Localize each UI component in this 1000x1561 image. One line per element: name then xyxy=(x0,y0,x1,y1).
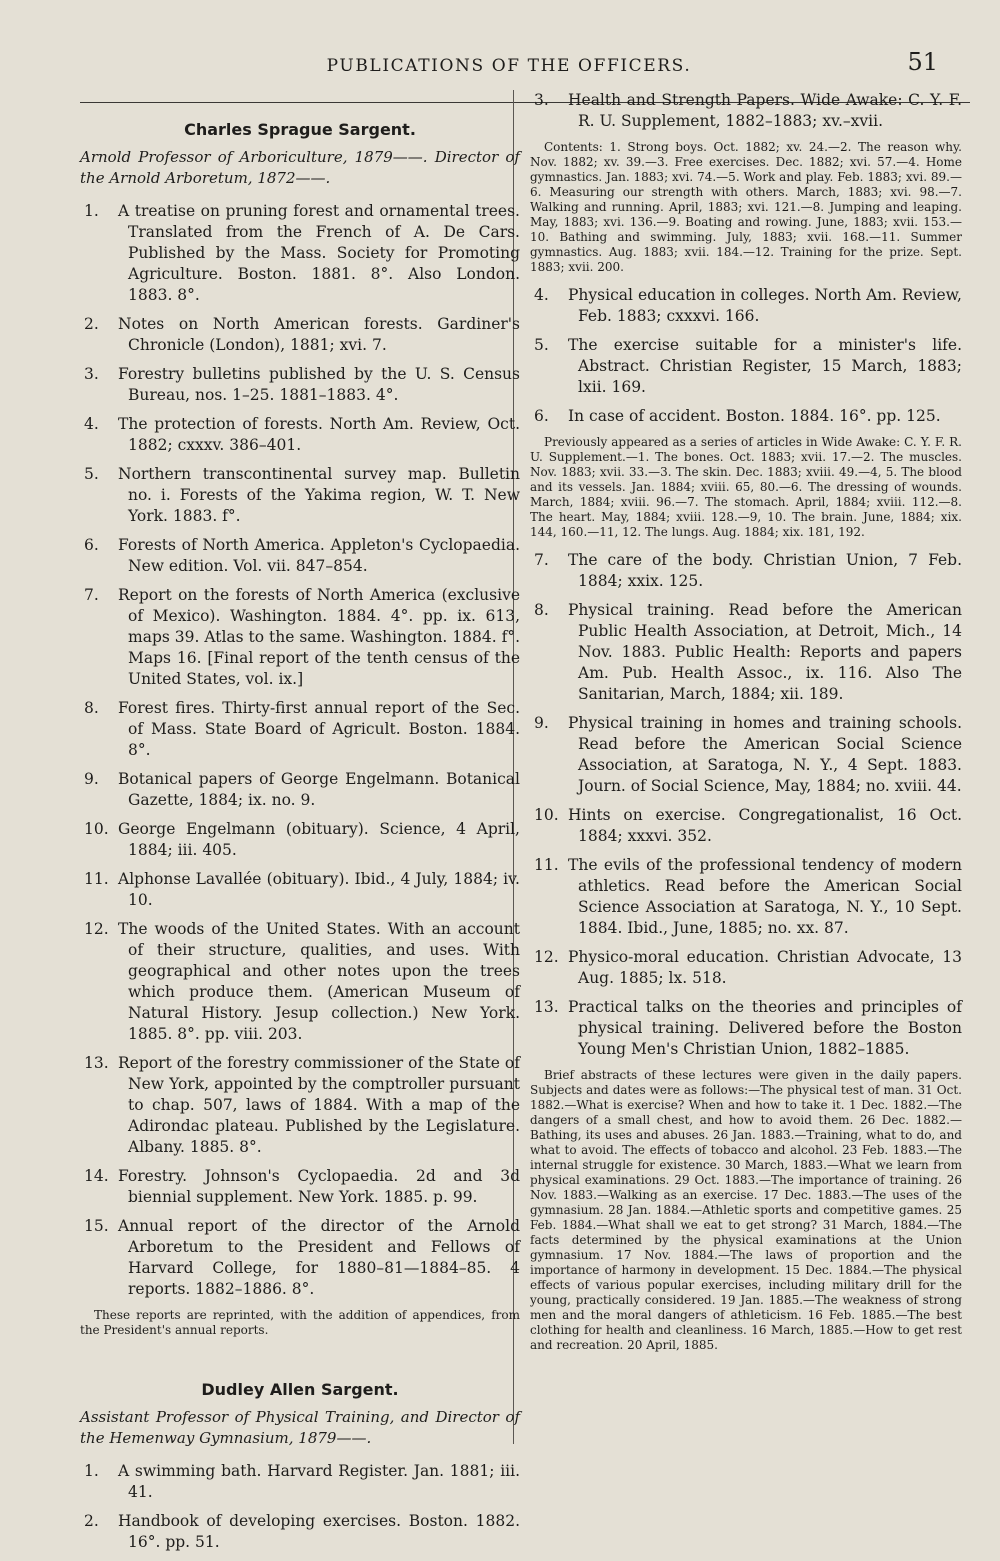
entry-number: 11. xyxy=(84,870,109,888)
entry-text: Notes on North American forests. Gardiner's Chronicle (London), 1881; xvi. 7. xyxy=(118,315,520,354)
entry-text: The evils of the professional tendency of modern athletics. Read before the American Social Science Association at Saratoga, N. Y., 10 Sept. 1884. Ibid., June, 1885; no. xx. 87. xyxy=(568,856,962,937)
entry-number: 7. xyxy=(534,551,549,569)
entry-number: 2. xyxy=(84,315,99,333)
entry-number: 3. xyxy=(84,365,99,383)
author-heading: Charles Sprague Sargent. xyxy=(184,120,416,139)
page-number: 51 xyxy=(907,48,938,76)
publication-entry xyxy=(80,869,520,911)
entry-text: A swimming bath. Harvard Register. Jan. 1881; iii. 41. xyxy=(118,1462,520,1501)
entry-text: Health and Strength Papers. Wide Awake: C. Y. F. R. U. Supplement, 1882–1883; xv.–xvii. xyxy=(568,91,962,130)
entry-number: 6. xyxy=(534,407,549,425)
entry-text: Northern transcontinental survey map. Bulletin no. i. Forests of the Yakima region, W. T. New York. 1883. f°. xyxy=(118,465,520,525)
publication-entry xyxy=(80,585,520,690)
entry-text: Forestry. Johnson's Cyclopaedia. 2d and 3d biennial supplement. New York. 1885. p. 99. xyxy=(118,1167,520,1206)
page-title: PUBLICATIONS OF THE OFFICERS. xyxy=(326,56,692,76)
entry-text: Physical training. Read before the American Public Health Association, at Detroit, Mich., 14 Nov. 1883. Public Health: Reports and papers Am. Pub. Health Assoc., ix. 116. Also The Sanitarian, March, 1884; xii. 189. xyxy=(568,601,962,703)
entry-number: 9. xyxy=(84,770,99,788)
publication-entry xyxy=(80,464,520,527)
publication-entry xyxy=(530,713,962,797)
entry-text: Physical education in colleges. North Am. Review, Feb. 1883; cxxxvi. 166. xyxy=(568,286,962,325)
publication-entry xyxy=(80,364,520,406)
publication-entry xyxy=(530,997,962,1060)
entry-number: 4. xyxy=(84,415,99,433)
entry-text: The protection of forests. North Am. Review, Oct. 1882; cxxxv. 386–401. xyxy=(118,415,520,454)
publication-entry xyxy=(530,947,962,989)
entry-text: Forestry bulletins published by the U. S. Census Bureau, nos. 1–25. 1881–1883. 4°. xyxy=(118,365,520,404)
publication-entry xyxy=(80,919,520,1045)
publication-entry xyxy=(80,414,520,456)
entry-text: A treatise on pruning forest and ornamental trees. Translated from the French of A. De Cars. Published by the Mass. Society for Promoting Agriculture. Boston. 1881. 8°. Also London. 1883. 8°. xyxy=(118,202,520,304)
lectures-note: Brief abstracts of these lectures were given in the daily papers. Subjects and dates were as follows:—The physical test of man. 31 Oct. 1882.—What is exercise? When and how to take it. 1 Dec. 1882.—The dangers of a small chest, and how to avoid them. 26 Dec. 1882.—Bathing, its uses and abuses. 26 Jan. 1883.—Training, what to do, and what to avoid. The effects of tobacco and alcohol. 23 Feb. 1883.—The internal struggle for existence. 30 March, 1883.—What we learn from physical examinations. 29 Oct. 1883.—The importance of training. 26 Nov. 1883.—Walking as an exercise. 17 Dec. 1883.—The uses of the gymnasium. 28 Jan. 1884.—Athletic sports and competitive games. 25 Feb. 1884.—What shall we eat to get strong? 31 March, 1884.—The facts determined by the physical examinations at the Union gymnasium. 17 Nov. 1884.—The laws of proportion and the importance of harmony in development. 15 Dec. 1884.—The physical effects of various popular exercises, including military drill for the young, practically considered. 19 Jan. 1885.—The weakness of strong men and the moral dangers of athleticism. 16 Feb. 1885.—The best clothing for health and cleanliness. 16 March, 1885.—How to get rest and recreation. 20 April, 1885. xyxy=(530,1068,962,1352)
entry-number: 2. xyxy=(84,1512,99,1530)
publication-entry xyxy=(80,1511,520,1553)
publication-entry xyxy=(530,335,962,398)
entry-number: 15. xyxy=(84,1217,109,1235)
running-head xyxy=(80,48,938,82)
entry-text: Handbook of developing exercises. Boston. 1882. 16°. pp. 51. xyxy=(118,1512,520,1551)
publication-entry xyxy=(80,201,520,306)
entry-text: Report on the forests of North America (exclusive of Mexico). Washington. 1884. 4°. pp. ix. 613, maps 39. Atlas to the same. Washington. 1884. f°. Maps 16. [Final report of the tenth census of the United States, vol. ix.] xyxy=(118,586,521,688)
entry-text: Report of the forestry commissioner of the State of New York, appointed by the comptroller pursuant to chap. 507, laws of 1884. With a map of the Adirondac plateau. Published by the Legislature. Albany. 1885. 8°. xyxy=(118,1054,520,1156)
entry-text: The exercise suitable for a minister's life. Abstract. Christian Register, 15 March, 1883; lxii. 169. xyxy=(568,336,962,396)
entry-number: 10. xyxy=(84,820,109,838)
right-column xyxy=(530,90,962,1363)
publication-entry xyxy=(80,1216,520,1300)
entry-number: 10. xyxy=(534,806,559,824)
author-position: Arnold Professor of Arboriculture, 1879——. Director of the Arnold Arboretum, 1872——. xyxy=(80,148,520,187)
entry-text: Hints on exercise. Congregationalist, 16 Oct. 1884; xxxvi. 352. xyxy=(568,806,962,845)
entry-number: 5. xyxy=(534,336,549,354)
publication-entry xyxy=(530,855,962,939)
entry-number: 6. xyxy=(84,536,99,554)
entry-number: 3. xyxy=(534,91,549,109)
entry-number: 5. xyxy=(84,465,99,483)
entry-number: 8. xyxy=(534,601,549,619)
entry-text: Physico-moral education. Christian Advocate, 13 Aug. 1885; lx. 518. xyxy=(568,948,962,987)
entry-number: 8. xyxy=(84,699,99,717)
series-note: Previously appeared as a series of articles in Wide Awake: C. Y. F. R. U. Supplement.—1. The bones. Oct. 1883; xvii. 17.—2. The muscles. Nov. 1883; xvii. 33.—3. The skin. Dec. 1883; xviii. 49.—4, 5. The blood and its vessels. Jan. 1884; xviii. 65, 80.—6. The dressing of wounds. March, 1884; xviii. 96.—7. The stomach. April, 1884; xviii. 112.—8. The heart. May, 1884; xviii. 128.—9, 10. The brain. June, 1884; xix. 144, 160.—11, 12. The lungs. Aug. 1884; xix. 181, 192. xyxy=(530,435,962,539)
author-heading: Dudley Allen Sargent. xyxy=(201,1380,399,1399)
publication-entry xyxy=(80,1053,520,1158)
entry-text: Annual report of the director of the Arnold Arboretum to the President and Fellows of Harvard College, for 1880–81—1884–85. 4 reports. 1882–1886. 8°. xyxy=(118,1217,520,1298)
publication-entry xyxy=(80,314,520,356)
author-position: Assistant Professor of Physical Training, and Director of the Hemenway Gymnasium, 1879——. xyxy=(80,1408,520,1447)
entry-note: These reports are reprinted, with the addition of appendices, from the President's annual reports. xyxy=(80,1308,520,1337)
publication-entry xyxy=(80,1166,520,1208)
publication-entry xyxy=(530,90,962,132)
entry-text: Practical talks on the theories and principles of physical training. Delivered before the Boston Young Men's Christian Union, 1882–1885. xyxy=(568,998,962,1058)
entry-number: 12. xyxy=(534,948,559,966)
entry-text: In case of accident. Boston. 1884. 16°. pp. 125. xyxy=(568,407,941,425)
publication-entry xyxy=(80,1461,520,1503)
entry-text: Forest fires. Thirty-first annual report of the Sec. of Mass. State Board of Agricult. Boston. 1884. 8°. xyxy=(118,699,520,759)
entry-number: 13. xyxy=(84,1054,109,1072)
entry-number: 1. xyxy=(84,202,99,220)
publication-entry xyxy=(80,698,520,761)
contents-note: Contents: 1. Strong boys. Oct. 1882; xv. 24.—2. The reason why. Nov. 1882; xv. 39.—3. Free exercises. Dec. 1882; xvi. 57.—4. Home gymnastics. Jan. 1883; xvi. 74.—5. Work and play. Feb. 1883; xvi. 89.—6. Measuring our strength with others. March, 1883; xvi. 98.—7. Walking and running. April, 1883; xvi. 121.—8. Jumping and leaping. May, 1883; xvi. 136.—9. Boating and rowing. June, 1883; xvii. 153.—10. Bathing and swimming. July, 1883; xvii. 168.—11. Summer gymnastics. Aug. 1883; xvii. 184.—12. Training for the prize. Sept. 1883; xvii. 200. xyxy=(530,140,962,274)
entry-number: 9. xyxy=(534,714,549,732)
entry-text: George Engelmann (obituary). Science, 4 April, 1884; iii. 405. xyxy=(118,820,520,859)
entry-text: Forests of North America. Appleton's Cyclopaedia. New edition. Vol. vii. 847–854. xyxy=(118,536,520,575)
entry-number: 13. xyxy=(534,998,559,1016)
publication-entry xyxy=(530,406,962,427)
entry-number: 11. xyxy=(534,856,559,874)
entry-text: The woods of the United States. With an account of their structure, qualities, and uses. With geographical and other notes upon the trees which produce them. (American Museum of Natural History. Jesup collection.) New York. 1885. 8°. pp. viii. 203. xyxy=(118,920,520,1043)
entry-number: 7. xyxy=(84,586,99,604)
publication-entry xyxy=(530,805,962,847)
entry-number: 4. xyxy=(534,286,549,304)
entry-text: The care of the body. Christian Union, 7 Feb. 1884; xxix. 125. xyxy=(568,551,962,590)
publication-entry xyxy=(530,600,962,705)
publication-entry xyxy=(80,769,520,811)
publication-entry xyxy=(80,535,520,577)
publication-entry xyxy=(80,819,520,861)
left-column xyxy=(80,112,520,1561)
entry-text: Physical training in homes and training schools. Read before the American Social Science Association, at Saratoga, N. Y., 4 Sept. 1883. Journ. of Social Science, May, 1884; no. xviii. 44. xyxy=(568,714,962,795)
entry-number: 12. xyxy=(84,920,109,938)
entry-number: 14. xyxy=(84,1167,109,1185)
entry-number: 1. xyxy=(84,1462,99,1480)
publication-entry xyxy=(530,550,962,592)
section-gap xyxy=(80,1348,520,1372)
publication-entry xyxy=(530,285,962,327)
entry-text: Alphonse Lavallée (obituary). Ibid., 4 July, 1884; iv. 10. xyxy=(118,870,520,909)
entry-text: Botanical papers of George Engelmann. Botanical Gazette, 1884; ix. no. 9. xyxy=(118,770,520,809)
